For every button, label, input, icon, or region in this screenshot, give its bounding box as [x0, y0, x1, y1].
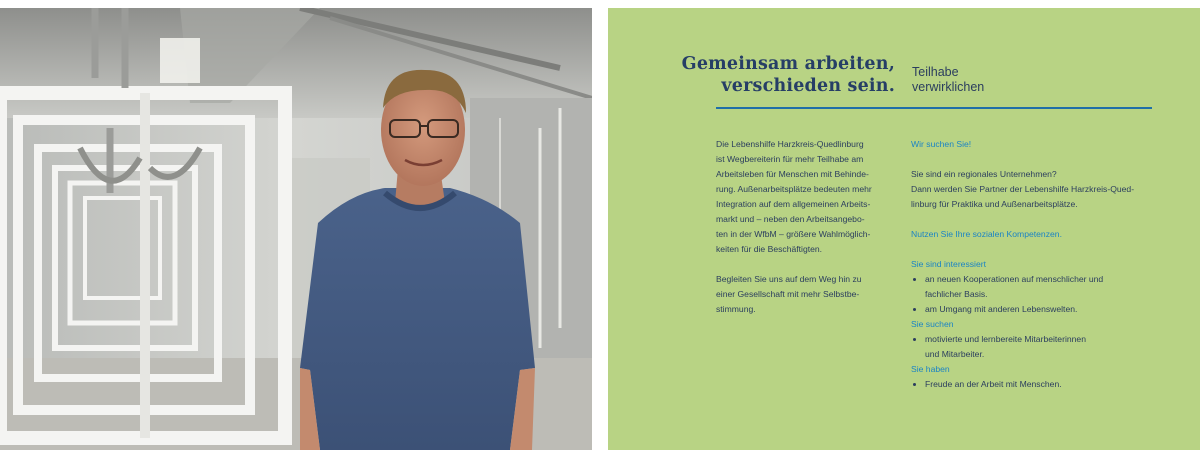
heading-line-2: verschieden sein.: [721, 76, 895, 96]
heading-line-1: Gemeinsam arbeiten,: [681, 54, 895, 74]
left-text-column: [716, 137, 888, 332]
text-line: markt und – neben den Arbeitsangebo-: [716, 214, 865, 224]
highlight-heading: Nutzen Sie Ihre sozialen Kompetenzen.: [911, 229, 1062, 239]
bullet-continuation: und Mitarbeiter.: [925, 349, 985, 359]
bullet-continuation: fachlicher Basis.: [925, 289, 988, 299]
text-line: Begleiten Sie uns auf dem Weg hin zu: [716, 274, 862, 284]
text-line: Arbeitsleben für Menschen mit Behinde-: [716, 169, 869, 179]
bullet-item: an neuen Kooperationen auf menschlicher und: [911, 272, 1171, 287]
bullet-item: motivierte und lernbereite Mitarbeiterinnen: [911, 332, 1171, 347]
paragraph-closing: [716, 272, 888, 317]
text-line: ist Wegbereiterin für mehr Teilhabe am: [716, 154, 864, 164]
text-line: ten in der WfbM – größere Wahlmöglich-: [716, 229, 871, 239]
section-heading: Sie suchen: [911, 319, 954, 329]
paragraph-intro: [716, 137, 888, 257]
divider-rule: [716, 107, 1152, 109]
text-line: Dann werden Sie Partner der Lebenshilfe Harzkreis-Qued-: [911, 184, 1135, 194]
text-line: einer Gesellschaft mit mehr Selbstbe-: [716, 289, 860, 299]
subheading-line-1: Teilhabe: [912, 65, 959, 79]
worker-portrait-photo: [0, 8, 592, 450]
text-line: Die Lebenshilfe Harzkreis-Quedlinburg: [716, 139, 864, 149]
subheading-line-2: verwirklichen: [912, 80, 985, 94]
content-panel: [608, 8, 1200, 450]
text-line: linburg für Praktika und Außenarbeitsplätze.: [911, 199, 1078, 209]
bullet-item: Freude an der Arbeit mit Menschen.: [911, 377, 1171, 392]
section-heading: Sie haben: [911, 364, 950, 374]
subheading: [912, 65, 984, 95]
bullet-item: am Umgang mit anderen Lebenswelten.: [911, 302, 1171, 317]
text-line: stimmung.: [716, 304, 756, 314]
section-heading: Sie sind interessiert: [911, 259, 986, 269]
text-line: Integration auf dem allgemeinen Arbeits-: [716, 199, 871, 209]
photo-illustration: [0, 8, 592, 450]
page-heading: [682, 53, 895, 97]
right-text-column: [911, 137, 1171, 392]
text-line: keiten für die Beschäftigten.: [716, 244, 823, 254]
highlight-heading: Wir suchen Sie!: [911, 139, 972, 149]
text-line: Sie sind ein regionales Unternehmen?: [911, 169, 1057, 179]
text-line: rung. Außenarbeitsplätze bedeuten mehr: [716, 184, 872, 194]
